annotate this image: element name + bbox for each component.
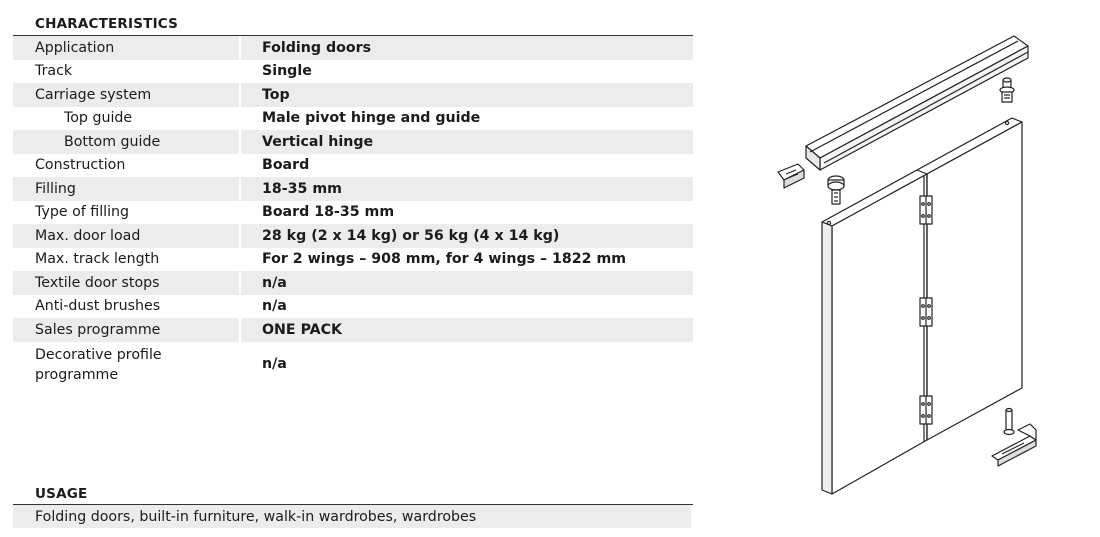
row-label: Top guide xyxy=(64,110,133,127)
row-label: Application xyxy=(13,36,239,60)
row-label: Track xyxy=(35,63,73,80)
table-row xyxy=(13,201,693,225)
table-row xyxy=(13,318,693,342)
row-value: Single xyxy=(262,63,312,80)
table-row xyxy=(13,224,693,248)
table-row xyxy=(13,271,693,295)
row-label: Bottom guide xyxy=(13,130,239,154)
table-row xyxy=(13,83,693,107)
row-label: Sales programme xyxy=(13,318,239,342)
table-row xyxy=(13,177,693,201)
characteristics-table xyxy=(13,36,693,386)
row-value: n/a xyxy=(241,271,693,295)
row-label: Anti-dust brushes xyxy=(35,298,161,315)
row-value: Folding doors xyxy=(241,36,693,60)
top-pivot-pin xyxy=(1000,78,1014,102)
row-label: Construction xyxy=(35,157,126,174)
row-value: Vertical hinge xyxy=(241,130,693,154)
row-value: ONE PACK xyxy=(241,318,693,342)
row-value: n/a xyxy=(262,298,287,315)
row-value: n/a xyxy=(262,355,287,372)
row-label: Max. track length xyxy=(35,251,160,268)
bottom-pivot-bracket xyxy=(992,409,1036,467)
table-row xyxy=(13,154,693,178)
folding-door-hardware-illustration xyxy=(760,20,1060,510)
row-label: Filling xyxy=(13,177,239,201)
row-value: 18-35 mm xyxy=(241,177,693,201)
usage-title: USAGE xyxy=(35,486,88,502)
table-row xyxy=(13,36,693,60)
row-label: Decorative profile programme xyxy=(35,346,162,383)
table-row xyxy=(13,248,693,272)
table-row xyxy=(13,130,693,154)
side-clamp-fitting xyxy=(778,164,804,188)
row-value: Board 18-35 mm xyxy=(262,204,395,221)
row-label: Textile door stops xyxy=(13,271,239,295)
row-label: Type of filling xyxy=(35,204,130,221)
table-row xyxy=(13,60,693,84)
row-value: Top xyxy=(241,83,693,107)
table-row xyxy=(13,342,693,386)
characteristics-title: CHARACTERISTICS xyxy=(35,16,179,32)
table-row xyxy=(13,107,693,131)
row-label: Carriage system xyxy=(13,83,239,107)
row-value: For 2 wings – 908 mm, for 4 wings – 1822 mm xyxy=(262,251,627,268)
row-value: Male pivot hinge and guide xyxy=(262,110,481,127)
row-value: Board xyxy=(262,157,310,174)
top-guide-wheel xyxy=(828,176,844,204)
table-row xyxy=(13,295,693,319)
usage-text: Folding doors, built-in furniture, walk-in wardrobes, wardrobes xyxy=(13,505,691,528)
row-value: 28 kg (2 x 14 kg) or 56 kg (4 x 14 kg) xyxy=(241,224,693,248)
row-label: Max. door load xyxy=(13,224,239,248)
